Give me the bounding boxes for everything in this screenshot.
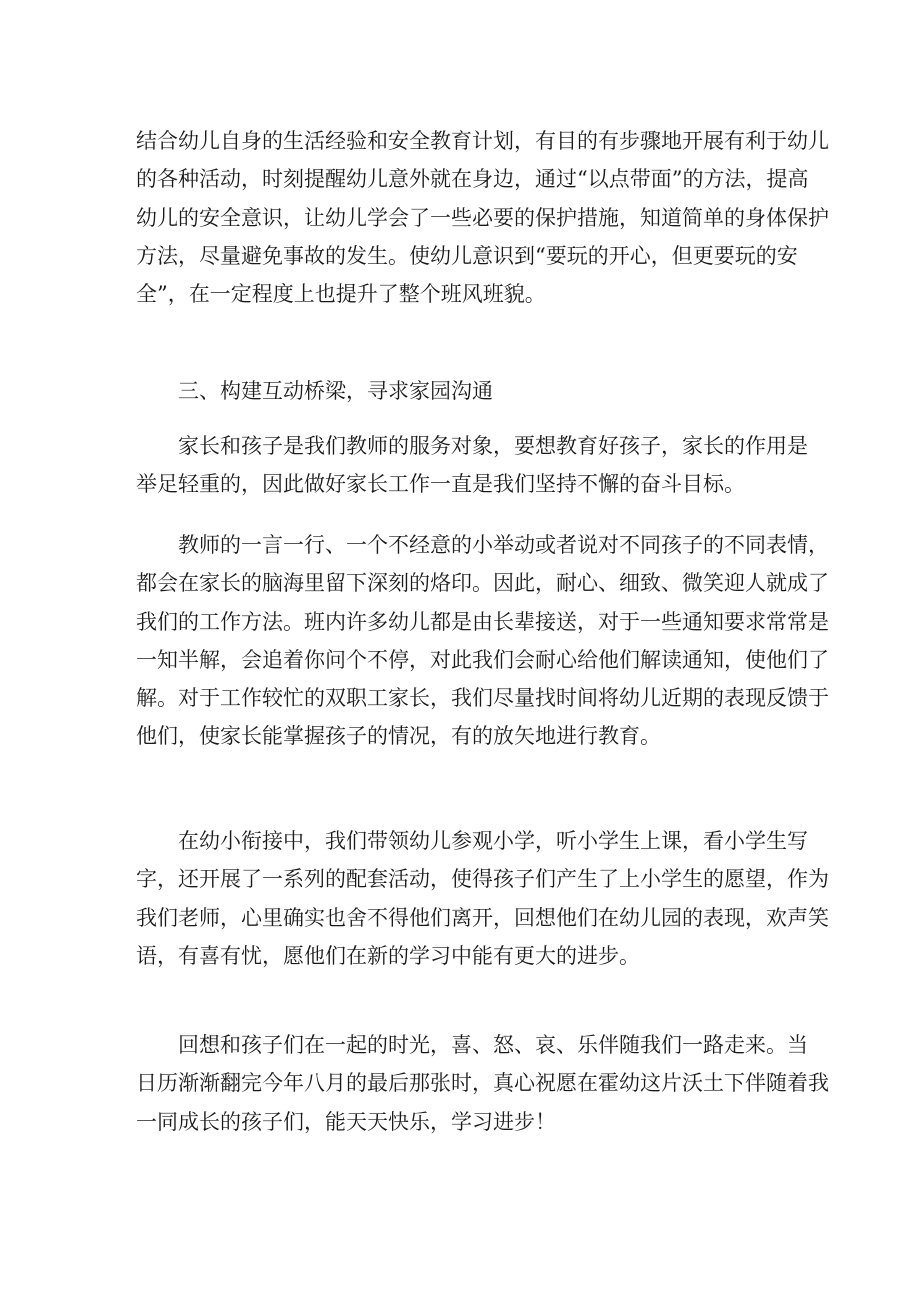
text-line: 结合幼儿自身的生活经验和安全教育计划，有目的有步骤地开展有利于幼儿 (136, 129, 829, 153)
section-heading-text: 三、构建互动桥梁，寻求家园沟通 (178, 379, 493, 403)
text-line: 的各种活动，时刻提醒幼儿意外就在身边，通过“以点带面”的方法，提高 (136, 167, 809, 192)
text-line: 全”，在一定程度上也提升了整个班风班貌。 (136, 282, 546, 307)
text-line: 解。对于工作较忙的双职工家长，我们尽量找时间将幼儿近期的表现反馈于 (136, 686, 829, 711)
text-line: 字，还开展了一系列的配套活动，使得孩子们产生了上小学生的愿望，作为 (136, 867, 829, 892)
paragraph-closing (136, 1026, 829, 1141)
paragraph-parents-role (136, 427, 808, 504)
paragraph-teacher-conduct (136, 526, 829, 756)
text-line: 方法，尽量避免事故的发生。使幼儿意识到“要玩的开心，但更要玩的安 (136, 243, 798, 268)
text-line: 一知半解，会追着你问个不停，对此我们会耐心给他们解读通知，使他们了 (136, 647, 829, 672)
text-line: 我们老师，心里确实也舍不得他们离开，回想他们在幼儿园的表现，欢声笑 (136, 905, 829, 930)
text-line: 在幼小衔接中，我们带领幼儿参观小学，听小学生上课，看小学生写 (178, 829, 808, 853)
text-line: 语，有喜有忧，愿他们在新的学习中能有更大的进步。 (136, 943, 640, 968)
text-line: 举足轻重的，因此做好家长工作一直是我们坚持不懈的奋斗目标。 (136, 472, 745, 497)
text-line: 教师的一言一行、一个不经意的小举动或者说对不同孩子的不同表情， (178, 533, 829, 557)
text-line: 都会在家长的脑海里留下深刻的烙印。因此，耐心、细致、微笑迎人就成了 (136, 571, 829, 596)
text-line: 他们，使家长能掌握孩子的情况，有的放矢地进行教育。 (136, 724, 661, 749)
text-line: 我们的工作方法。班内许多幼儿都是由长辈接送，对于一些通知要求常常是 (136, 609, 829, 634)
paragraph-school-transition (136, 822, 829, 975)
paragraph-safety-awareness (136, 122, 829, 313)
section-heading (136, 372, 792, 410)
text-line: 家长和孩子是我们教师的服务对象，要想教育好孩子，家长的作用是 (178, 434, 808, 458)
text-line: 一同成长的孩子们，能天天快乐，学习进步！ (136, 1109, 556, 1134)
text-line: 幼儿的安全意识，让幼儿学会了一些必要的保护措施，知道简单的身体保护 (136, 205, 829, 230)
text-line: 日历渐渐翻完今年八月的最后那张时，真心祝愿在霍幼这片沃土下伴随着我 (136, 1071, 829, 1096)
text-line: 回想和孩子们在一起的时光，喜、怒、哀、乐伴随我们一路走来。当 (178, 1033, 808, 1057)
